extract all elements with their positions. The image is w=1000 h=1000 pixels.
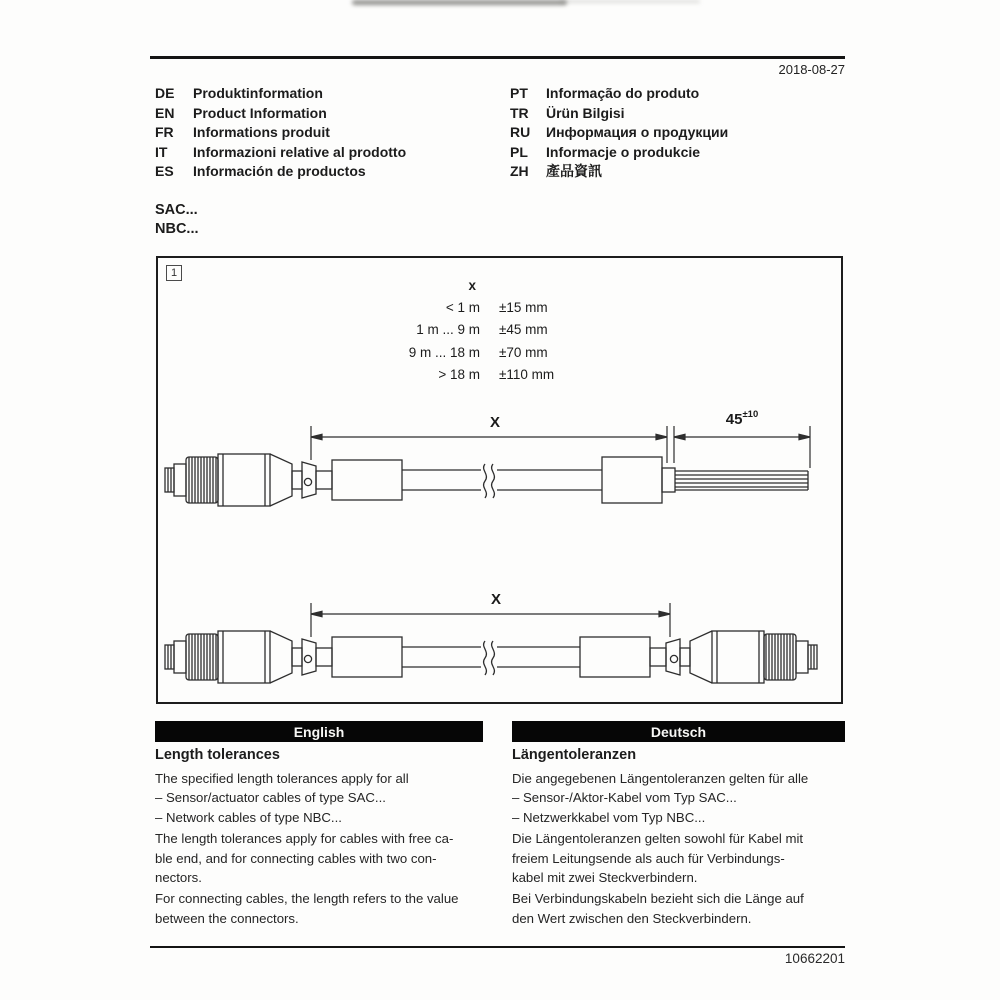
language-code: TR — [510, 104, 529, 121]
cable-drawing — [158, 258, 845, 706]
language-row — [510, 162, 728, 182]
text-line: – Network cables of type NBC... — [155, 809, 342, 825]
english-body-text — [155, 769, 503, 928]
text-line: between the connectors. — [155, 910, 299, 926]
language-row — [510, 143, 728, 163]
dimension-lines-top — [311, 426, 810, 468]
language-row — [510, 84, 728, 104]
text-line: For connecting cables, the length refers to the value — [155, 891, 459, 907]
language-label: Informations produit — [193, 124, 330, 141]
dimension-x-label-top: X — [489, 414, 500, 431]
language-code: PT — [510, 85, 528, 101]
german-body-text — [512, 769, 860, 928]
length-range: < 1 m — [445, 300, 480, 315]
dimension-lines-bottom — [311, 603, 670, 637]
product-code-sac: SAC... — [155, 202, 198, 218]
text-line: nectors. — [155, 870, 202, 886]
scan-artifact — [352, 0, 567, 5]
length-range: 9 m ... 18 m — [408, 344, 480, 360]
language-code: DE — [155, 85, 175, 101]
document-number: 10662201 — [784, 951, 845, 966]
language-code: ZH — [510, 163, 529, 180]
document-date: 2018-08-27 — [778, 62, 845, 77]
text-line: – Netzwerkkabel vom Typ NBC... — [512, 809, 706, 825]
language-row — [155, 104, 406, 124]
length-range: 1 m ... 9 m — [416, 322, 480, 338]
language-row — [155, 123, 406, 143]
text-line: Bei Verbindungskabeln bezieht sich die Länge auf — [512, 891, 804, 907]
scan-artifact — [560, 0, 700, 3]
language-label: 產品資訊 — [546, 163, 602, 180]
product-code-nbc: NBC... — [155, 221, 199, 237]
language-code: IT — [155, 143, 168, 160]
header-rule — [150, 56, 845, 59]
dimension-45-value: 45 — [725, 411, 743, 428]
language-label: Ürün Bilgisi — [546, 104, 625, 121]
figure-number-badge: 1 — [166, 265, 182, 281]
language-code: ES — [155, 163, 174, 180]
language-label: Informazioni relative al prodotto — [193, 143, 407, 160]
text-line: den Wert zwischen den Steckverbindern. — [512, 910, 752, 926]
language-label: Informacje o produkcie — [546, 143, 701, 160]
language-code: RU — [510, 124, 531, 141]
text-line: ble end, and for connecting cables with two con- — [155, 850, 437, 866]
figure-panel — [156, 256, 843, 704]
dimension-x-label-bottom: X — [490, 591, 501, 608]
heading-laengentoleranzen: Längentoleranzen — [512, 747, 637, 763]
section-bar-english: English — [155, 721, 483, 742]
heading-length-tolerances: Length tolerances — [155, 747, 280, 763]
text-line: – Sensor-/Aktor-Kabel vom Typ SAC... — [512, 790, 737, 806]
text-line: The length tolerances apply for cables with free ca- — [155, 831, 454, 847]
language-code: FR — [155, 124, 174, 141]
cable-with-two-connectors-drawing — [165, 631, 817, 683]
language-code: PL — [510, 143, 528, 160]
language-list-left — [155, 84, 406, 182]
tolerance-value: ±45 mm — [499, 322, 548, 338]
language-label: Product Information — [193, 104, 327, 121]
language-row — [155, 84, 406, 104]
tolerance-value: ±15 mm — [499, 300, 548, 315]
length-range: > 18 m — [438, 367, 480, 383]
language-row — [155, 143, 406, 163]
language-label: Информация о продукции — [546, 124, 729, 141]
text-line: freiem Leitungsende als auch für Verbindungs- — [512, 850, 785, 866]
text-line: kabel mit zwei Steckverbindern. — [512, 870, 698, 886]
tolerance-value: ±70 mm — [499, 344, 548, 360]
language-row — [510, 123, 728, 143]
text-line: Die angegebenen Längentoleranzen gelten für alle — [512, 771, 809, 786]
text-line: – Sensor/actuator cables of type SAC... — [155, 790, 386, 806]
language-label: Información de productos — [193, 163, 366, 180]
language-label: Informação do produto — [546, 85, 700, 101]
text-line: The specified length tolerances apply for all — [155, 771, 409, 786]
language-row — [155, 162, 406, 182]
language-row — [510, 104, 728, 124]
language-code: EN — [155, 104, 175, 121]
product-type-codes — [155, 201, 199, 239]
language-label: Produktinformation — [193, 85, 323, 101]
text-line: Die Längentoleranzen gelten sowohl für Kabel mit — [512, 831, 804, 847]
dimension-45-tolerance: ±10 — [742, 409, 759, 420]
language-list-right — [510, 84, 728, 182]
footer-rule — [150, 946, 845, 948]
tolerance-table-header: x — [468, 278, 476, 293]
dimension-45-label — [702, 410, 782, 428]
cable-with-free-end-drawing — [165, 454, 808, 506]
section-bar-german: Deutsch — [512, 721, 845, 742]
tolerance-value: ±110 mm — [499, 367, 555, 383]
